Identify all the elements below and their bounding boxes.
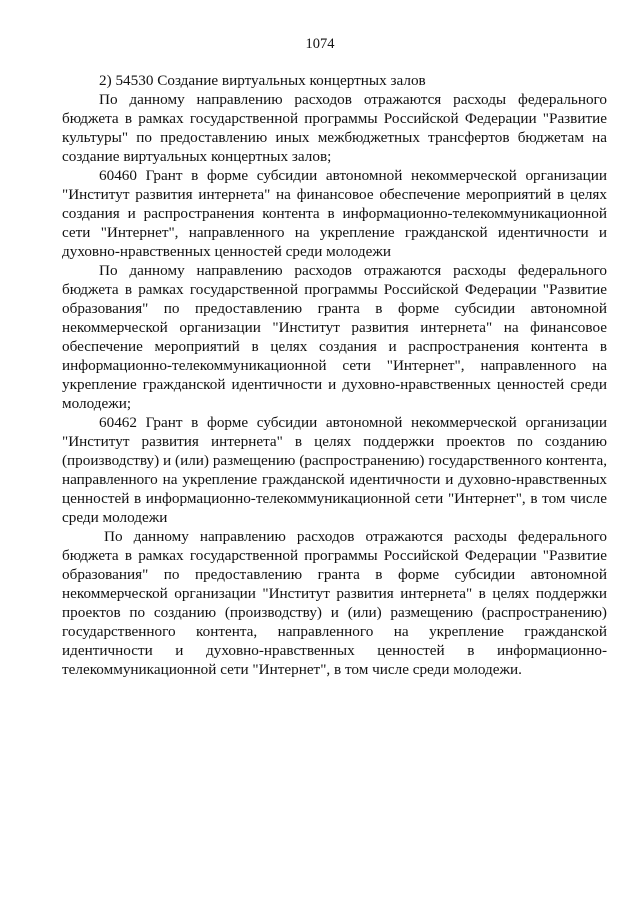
paragraph-60460-description: По данному направлению расходов отражаются расходы федерального бюджета в рамках государственной программы Российской Федерации "Развитие образования" по предоставлению гранта в форме субсидии автономной некоммерческой организации "Институт развития интернета" на финансовое обеспечение мероприятий в целях создания и распространения контента в информационно-телекоммуникационной сети "Интернет", направленного на укрепление гражданской идентичности и духовно-нравственных ценностей среди молодежи;: [62, 262, 607, 412]
page-number: 1074: [305, 36, 335, 52]
section-heading: 2) 54530 Создание виртуальных концертных залов: [99, 72, 426, 89]
paragraph-60460-title: 60460 Грант в форме субсидии автономной некоммерческой организации "Институт развития интернета" на финансовое обеспечение мероприятий в целях создания и распространения контента в информационно-телекоммуникационной сети "Интернет", направленного на укрепление гражданской идентичности и духовно-нравственных ценностей среди молодежи: [62, 167, 607, 260]
paragraph-60462-description: По данному направлению расходов отражаются расходы федерального бюджета в рамках государственной программы Российской Федерации "Развитие образования" по предоставлению гранта в форме субсидии автономной некоммерческой организации "Институт развития интернета" в целях поддержки проектов по созданию (производству) и (или) размещению (распространению) государственного контента, направленного на укрепление гражданской идентичности и духовно-нравственных ценностей в информационно-телекоммуникационной сети "Интернет", в том числе среди молодежи.: [62, 528, 607, 678]
paragraph-60462-title: 60462 Грант в форме субсидии автономной некоммерческой организации "Институт развития интернета" в целях поддержки проектов по созданию (производству) и (или) размещению (распространению) государственного контента, направленного на укрепление гражданской идентичности и духовно-нравственных ценностей в информационно-телекоммуникационной сети "Интернет", в том числе среди молодежи: [62, 414, 607, 526]
paragraph-54530-description: По данному направлению расходов отражаются расходы федерального бюджета в рамках государственной программы Российской Федерации "Развитие культуры" по предоставлению иных межбюджетных трансфертов бюджетам на создание виртуальных концертных залов;: [62, 91, 607, 165]
document-body: [62, 71, 607, 679]
